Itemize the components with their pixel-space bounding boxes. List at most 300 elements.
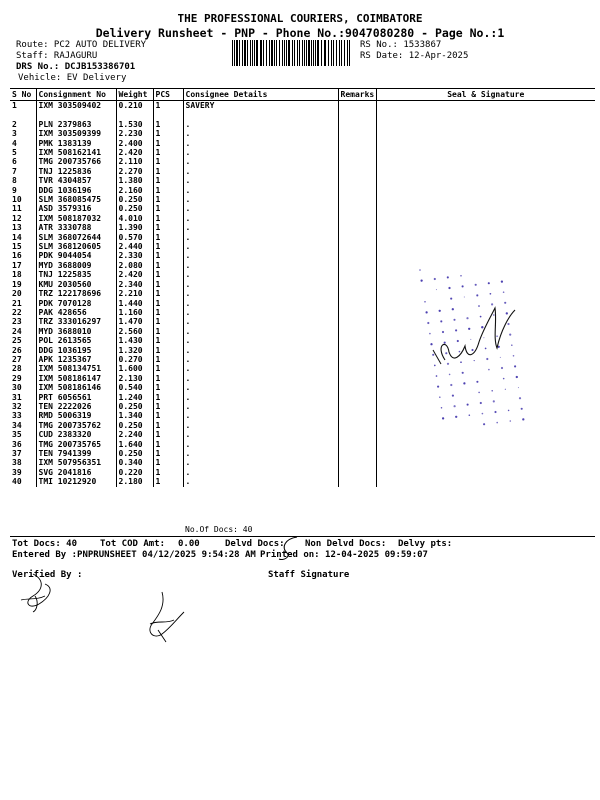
row-remarks xyxy=(338,421,376,430)
row-remarks xyxy=(338,393,376,402)
row-weight: 2.130 xyxy=(116,374,153,383)
row-weight: 0.540 xyxy=(116,383,153,392)
row-sno: 13 xyxy=(12,223,22,233)
row-remarks xyxy=(338,195,376,204)
row-sno: 29 xyxy=(12,373,22,383)
company-title: THE PROFESSIONAL COURIERS, COIMBATORE xyxy=(177,12,423,25)
row-pcs: 1 xyxy=(153,148,183,157)
table-row xyxy=(10,139,595,148)
total-cod-label: Tot COD Amt: xyxy=(100,539,166,549)
row-remarks xyxy=(338,355,376,364)
row-consignee-details: . xyxy=(183,139,338,148)
row-remarks xyxy=(338,430,376,439)
row-sno: 7 xyxy=(12,166,17,176)
row-consignment-no: KMU 2030560 xyxy=(36,280,116,289)
row-remarks xyxy=(338,223,376,232)
row-pcs: 1 xyxy=(153,289,183,298)
row-weight: 0.210 xyxy=(116,101,153,111)
row-sno: 23 xyxy=(12,317,22,327)
row-remarks xyxy=(338,157,376,166)
row-remarks xyxy=(338,139,376,148)
row-remarks xyxy=(338,440,376,449)
table-row xyxy=(10,242,595,251)
row-consignment-no: DDG 1036195 xyxy=(36,346,116,355)
row-consignment-no: RMD 5006319 xyxy=(36,411,116,420)
row-weight: 1.380 xyxy=(116,176,153,185)
row-consignment-no: IXM 508186146 xyxy=(36,383,116,392)
row-remarks xyxy=(338,251,376,260)
row-consignee-details: . xyxy=(183,233,338,242)
row-consignee-details: . xyxy=(183,299,338,308)
row-pcs: 1 xyxy=(153,336,183,345)
row-weight: 2.330 xyxy=(116,251,153,260)
row-consignee-details: . xyxy=(183,346,338,355)
row-sno: 20 xyxy=(12,289,22,299)
row-weight: 0.250 xyxy=(116,449,153,458)
row-signature xyxy=(376,129,595,138)
row-weight: 2.420 xyxy=(116,148,153,157)
table-row xyxy=(10,129,595,138)
row-pcs: 1 xyxy=(153,270,183,279)
row-weight: 2.440 xyxy=(116,242,153,251)
row-consignee-details: . xyxy=(183,317,338,326)
row-sno: 12 xyxy=(12,213,22,223)
receiver-stamp-signature xyxy=(405,260,535,435)
row-consignee-details: . xyxy=(183,458,338,467)
total-cod-value: 0.00 xyxy=(178,539,200,549)
row-weight: 1.440 xyxy=(116,299,153,308)
verified-by: Verified By : xyxy=(12,570,83,580)
row-consignee-details: . xyxy=(183,402,338,411)
row-sno: 38 xyxy=(12,458,22,468)
row-weight: 1.240 xyxy=(116,393,153,402)
row-pcs: 1 xyxy=(153,214,183,223)
row-consignee-details: . xyxy=(183,195,338,204)
row-pcs: 1 xyxy=(153,280,183,289)
row-consignment-no: TNJ 1225836 xyxy=(36,167,116,176)
total-docs: Tot Docs: 40 xyxy=(12,539,78,549)
row-consignee-details: . xyxy=(183,364,338,373)
row-remarks xyxy=(338,411,376,420)
row-weight: 2.240 xyxy=(116,430,153,439)
row-consignee-details: . xyxy=(183,148,338,157)
row-sno: 36 xyxy=(12,439,22,449)
non-delivered-docs: Non Delvd Docs: xyxy=(305,539,387,549)
row-consignee-details: . xyxy=(183,176,338,185)
row-sno: 4 xyxy=(12,138,17,148)
row-consignee-details: . xyxy=(183,393,338,402)
row-remarks xyxy=(338,261,376,270)
row-consignee-details: . xyxy=(183,167,338,176)
row-signature xyxy=(376,148,595,157)
row-pcs: 1 xyxy=(153,186,183,195)
col-consignee: Consignee Details xyxy=(183,89,338,101)
row-consignment-no: MYD 3688010 xyxy=(36,327,116,336)
row-weight: 4.010 xyxy=(116,214,153,223)
row-pcs: 1 xyxy=(153,261,183,270)
table-row xyxy=(10,233,595,242)
row-consignment-no: PMK 1383139 xyxy=(36,139,116,148)
row-weight: 2.270 xyxy=(116,167,153,176)
row-remarks xyxy=(338,270,376,279)
row-sno: 18 xyxy=(12,270,22,280)
row-signature xyxy=(376,101,595,111)
row-sno: 10 xyxy=(12,195,22,205)
row-weight: 2.340 xyxy=(116,280,153,289)
row-remarks xyxy=(338,336,376,345)
row-consignee-details: . xyxy=(183,477,338,486)
row-remarks xyxy=(338,299,376,308)
table-row xyxy=(10,458,595,467)
verifier-signature-icon xyxy=(15,570,65,615)
table-row xyxy=(10,120,595,129)
table-row xyxy=(10,157,595,166)
row-pcs: 1 xyxy=(153,317,183,326)
barcode-graphic xyxy=(230,40,354,66)
row-consignee-details: . xyxy=(183,289,338,298)
handwritten-mark xyxy=(275,533,305,563)
row-consignment-no: TVR 4304857 xyxy=(36,176,116,185)
row-consignee-details: . xyxy=(183,129,338,138)
row-remarks xyxy=(338,289,376,298)
table-row xyxy=(10,440,595,449)
row-weight: 2.210 xyxy=(116,289,153,298)
row-consignment-no: TMG 200735762 xyxy=(36,421,116,430)
row-consignee-details: . xyxy=(183,251,338,260)
row-remarks xyxy=(338,364,376,373)
vehicle: Vehicle: EV Delivery xyxy=(18,73,127,83)
row-consignment-no: TMG 200735765 xyxy=(36,440,116,449)
row-pcs: 1 xyxy=(153,299,183,308)
row-weight: 2.180 xyxy=(116,477,153,486)
row-consignment-no: IXM 507956351 xyxy=(36,458,116,467)
row-consignee-details: . xyxy=(183,421,338,430)
row-signature xyxy=(376,204,595,213)
row-consignee-details: . xyxy=(183,242,338,251)
row-pcs: 1 xyxy=(153,374,183,383)
col-consignment: Consignment No xyxy=(36,89,116,101)
row-signature xyxy=(376,223,595,232)
row-weight: 1.600 xyxy=(116,364,153,373)
row-consignee-details: . xyxy=(183,327,338,336)
row-pcs: 1 xyxy=(153,223,183,232)
row-consignment-no: SVG 2041816 xyxy=(36,468,116,477)
row-remarks xyxy=(338,148,376,157)
table-row xyxy=(10,214,595,223)
row-pcs: 1 xyxy=(153,477,183,486)
row-consignee-details: . xyxy=(183,411,338,420)
row-remarks xyxy=(338,317,376,326)
row-remarks xyxy=(338,242,376,251)
row-signature xyxy=(376,449,595,458)
row-consignee-details: . xyxy=(183,261,338,270)
row-weight: 0.570 xyxy=(116,233,153,242)
table-header xyxy=(10,89,595,101)
row-consignment-no: IXM 303509402 xyxy=(36,101,116,111)
row-consignment-no: PAK 428656 xyxy=(36,308,116,317)
row-consignment-no: TRZ 333016297 xyxy=(36,317,116,326)
row-consignee-details: . xyxy=(183,430,338,439)
delivery-points: Delvy pts: xyxy=(398,539,453,549)
row-sno: 24 xyxy=(12,326,22,336)
row-consignment-no: TNJ 1225835 xyxy=(36,270,116,279)
row-weight: 2.560 xyxy=(116,327,153,336)
row-signature xyxy=(376,458,595,467)
row-weight: 0.250 xyxy=(116,195,153,204)
row-consignment-no: APK 1235367 xyxy=(36,355,116,364)
row-remarks xyxy=(338,346,376,355)
row-weight: 2.420 xyxy=(116,270,153,279)
row-sno: 27 xyxy=(12,354,22,364)
col-remarks: Remarks xyxy=(338,89,376,101)
row-sno: 39 xyxy=(12,467,22,477)
row-consignment-no: PDK 7070128 xyxy=(36,299,116,308)
row-consignment-no: TEN 7941399 xyxy=(36,449,116,458)
row-consignment-no: IXM 508162141 xyxy=(36,148,116,157)
row-consignment-no: SLM 368072644 xyxy=(36,233,116,242)
row-signature xyxy=(376,233,595,242)
row-pcs: 1 xyxy=(153,430,183,439)
row-weight: 2.230 xyxy=(116,129,153,138)
row-weight: 2.400 xyxy=(116,139,153,148)
row-consignment-no: CUD 2383320 xyxy=(36,430,116,439)
row-consignee-details: SAVERY xyxy=(183,101,338,111)
no-of-docs: No.Of Docs: 40 xyxy=(185,525,253,534)
row-consignee-details: . xyxy=(183,214,338,223)
row-consignment-no: MYD 3688009 xyxy=(36,261,116,270)
row-sno: 40 xyxy=(12,477,22,487)
row-consignee-details: . xyxy=(183,280,338,289)
row-weight: 1.470 xyxy=(116,317,153,326)
row-signature xyxy=(376,468,595,477)
row-signature xyxy=(376,176,595,185)
rs-date: RS Date: 12-Apr-2025 xyxy=(360,51,469,61)
row-spacer xyxy=(10,110,595,119)
row-consignment-no: TEN 2222026 xyxy=(36,402,116,411)
row-consignment-no: DDG 1036196 xyxy=(36,186,116,195)
row-remarks xyxy=(338,383,376,392)
row-weight: 0.250 xyxy=(116,204,153,213)
route: Route: PC2 AUTO DELIVERY xyxy=(16,40,147,50)
row-consignee-details: . xyxy=(183,157,338,166)
row-consignee-details: . xyxy=(183,186,338,195)
row-remarks xyxy=(338,204,376,213)
row-remarks xyxy=(338,374,376,383)
delivered-docs: Delvd Docs: xyxy=(225,539,285,549)
row-pcs: 1 xyxy=(153,167,183,176)
row-pcs: 1 xyxy=(153,355,183,364)
printed-on: Printed on: 12-04-2025 09:59:07 xyxy=(260,550,428,560)
row-sno: 30 xyxy=(12,383,22,393)
row-consignee-details: . xyxy=(183,374,338,383)
rs-number: RS No.: 1533867 xyxy=(360,40,442,50)
row-remarks xyxy=(338,120,376,129)
row-pcs: 1 xyxy=(153,308,183,317)
row-consignment-no: POL 2613565 xyxy=(36,336,116,345)
row-sno: 17 xyxy=(12,260,22,270)
row-weight: 2.110 xyxy=(116,157,153,166)
row-weight: 2.160 xyxy=(116,186,153,195)
row-signature xyxy=(376,120,595,129)
row-sno: 1 xyxy=(12,101,17,110)
row-pcs: 1 xyxy=(153,346,183,355)
row-weight: 0.220 xyxy=(116,468,153,477)
row-pcs: 1 xyxy=(153,242,183,251)
row-consignee-details: . xyxy=(183,383,338,392)
row-consignment-no: TMG 200735766 xyxy=(36,157,116,166)
row-sno: 22 xyxy=(12,307,22,317)
row-sno: 26 xyxy=(12,345,22,355)
row-sno: 11 xyxy=(12,204,22,214)
row-sno: 33 xyxy=(12,411,22,421)
row-remarks xyxy=(338,449,376,458)
row-pcs: 1 xyxy=(153,383,183,392)
row-remarks xyxy=(338,327,376,336)
staff-signature-icon xyxy=(140,590,190,645)
col-signature: Seal & Signature xyxy=(376,89,595,101)
row-pcs: 1 xyxy=(153,129,183,138)
row-pcs: 1 xyxy=(153,101,183,111)
drs-number: DRS No.: DCJB153386701 xyxy=(16,62,136,72)
row-pcs: 1 xyxy=(153,176,183,185)
row-sno: 21 xyxy=(12,298,22,308)
row-pcs: 1 xyxy=(153,120,183,129)
table-row xyxy=(10,186,595,195)
table-row xyxy=(10,148,595,157)
table-row xyxy=(10,204,595,213)
row-weight: 0.250 xyxy=(116,421,153,430)
row-consignment-no: IXM 508186147 xyxy=(36,374,116,383)
row-pcs: 1 xyxy=(153,440,183,449)
row-consignee-details: . xyxy=(183,223,338,232)
row-consignee-details: . xyxy=(183,355,338,364)
row-weight: 1.390 xyxy=(116,223,153,232)
col-weight: Weight xyxy=(116,89,153,101)
row-pcs: 1 xyxy=(153,251,183,260)
row-weight: 1.430 xyxy=(116,336,153,345)
row-pcs: 1 xyxy=(153,393,183,402)
staff: Staff: RAJAGURU xyxy=(16,51,98,61)
row-weight: 1.530 xyxy=(116,120,153,129)
row-pcs: 1 xyxy=(153,411,183,420)
row-consignee-details: . xyxy=(183,204,338,213)
row-remarks xyxy=(338,214,376,223)
row-signature xyxy=(376,186,595,195)
row-signature xyxy=(376,477,595,486)
col-pcs: PCS xyxy=(153,89,183,101)
table-row xyxy=(10,101,595,111)
row-pcs: 1 xyxy=(153,449,183,458)
row-pcs: 1 xyxy=(153,402,183,411)
row-remarks xyxy=(338,129,376,138)
row-pcs: 1 xyxy=(153,139,183,148)
staff-signature-label: Staff Signature xyxy=(268,570,350,580)
row-sno: 6 xyxy=(12,157,17,167)
row-remarks xyxy=(338,167,376,176)
row-sno: 28 xyxy=(12,364,22,374)
row-pcs: 1 xyxy=(153,157,183,166)
row-signature xyxy=(376,440,595,449)
row-consignee-details: . xyxy=(183,468,338,477)
row-consignment-no: IXM 508187032 xyxy=(36,214,116,223)
row-consignee-details: . xyxy=(183,336,338,345)
row-consignment-no: PDK 9044054 xyxy=(36,251,116,260)
row-sno: 16 xyxy=(12,251,22,261)
row-consignment-no: SLM 368120605 xyxy=(36,242,116,251)
row-weight: 1.640 xyxy=(116,440,153,449)
row-weight: 1.320 xyxy=(116,346,153,355)
row-consignment-no: TMI 10212920 xyxy=(36,477,116,486)
row-remarks xyxy=(338,308,376,317)
row-sno: 14 xyxy=(12,232,22,242)
row-signature xyxy=(376,157,595,166)
row-remarks xyxy=(338,468,376,477)
table-row xyxy=(10,167,595,176)
row-sno: 15 xyxy=(12,242,22,252)
table-row xyxy=(10,223,595,232)
row-signature xyxy=(376,242,595,251)
row-weight: 0.270 xyxy=(116,355,153,364)
row-pcs: 1 xyxy=(153,327,183,336)
row-remarks xyxy=(338,186,376,195)
row-remarks xyxy=(338,402,376,411)
runsheet-subtitle: Delivery Runsheet - PNP - Phone No.:9047080280 - Page No.:1 xyxy=(95,26,505,40)
row-consignee-details: . xyxy=(183,308,338,317)
row-weight: 2.080 xyxy=(116,261,153,270)
row-sno: 25 xyxy=(12,336,22,346)
row-weight: 0.340 xyxy=(116,458,153,467)
row-consignment-no: IXM 303509399 xyxy=(36,129,116,138)
row-consignee-details: . xyxy=(183,270,338,279)
row-remarks xyxy=(338,233,376,242)
row-sno: 5 xyxy=(12,148,17,158)
row-signature xyxy=(376,214,595,223)
table-row xyxy=(10,468,595,477)
row-sno: 35 xyxy=(12,430,22,440)
row-sno: 31 xyxy=(12,392,22,402)
row-pcs: 1 xyxy=(153,204,183,213)
table-row xyxy=(10,195,595,204)
row-remarks xyxy=(338,176,376,185)
row-sno: 3 xyxy=(12,129,17,139)
row-weight: 0.250 xyxy=(116,402,153,411)
row-consignment-no: TRZ 122178696 xyxy=(36,289,116,298)
row-sno: 37 xyxy=(12,449,22,459)
row-consignment-no: SLM 368085475 xyxy=(36,195,116,204)
row-remarks xyxy=(338,101,376,111)
col-sno: S No xyxy=(10,89,36,101)
row-consignment-no: ASD 3579316 xyxy=(36,204,116,213)
row-pcs: 1 xyxy=(153,468,183,477)
row-remarks xyxy=(338,458,376,467)
table-row xyxy=(10,176,595,185)
row-remarks xyxy=(338,280,376,289)
row-consignment-no: PLN 2379863 xyxy=(36,120,116,129)
row-pcs: 1 xyxy=(153,195,183,204)
row-consignment-no: PRT 6056561 xyxy=(36,393,116,402)
row-consignee-details: . xyxy=(183,440,338,449)
row-weight: 1.160 xyxy=(116,308,153,317)
row-pcs: 1 xyxy=(153,364,183,373)
row-signature xyxy=(376,195,595,204)
row-signature xyxy=(376,167,595,176)
row-pcs: 1 xyxy=(153,458,183,467)
row-weight: 1.340 xyxy=(116,411,153,420)
row-sno: 19 xyxy=(12,279,22,289)
row-consignment-no: IXM 508134751 xyxy=(36,364,116,373)
row-sno: 34 xyxy=(12,420,22,430)
table-row xyxy=(10,477,595,486)
